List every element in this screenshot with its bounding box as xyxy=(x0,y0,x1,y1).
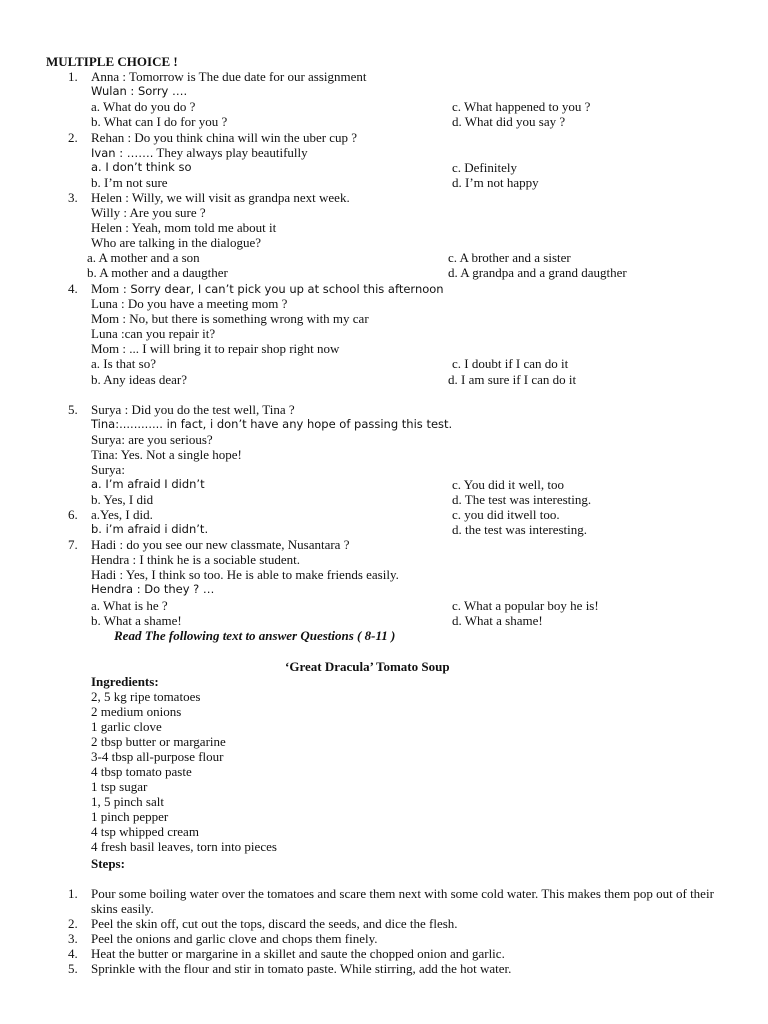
question-number: 1. xyxy=(68,69,78,84)
dialogue-speaker: Mom xyxy=(91,281,120,296)
dialogue-line xyxy=(91,145,308,161)
step-text: Sprinkle with the flour and stir in tomato paste. While stirring, add the hot water. xyxy=(91,961,512,976)
option-c: c. A brother and a sister xyxy=(448,250,571,265)
ingredient-item: 1 tsp sugar xyxy=(91,779,148,794)
option-c: c. I doubt if I can do it xyxy=(452,356,569,371)
option-b: b. What a shame! xyxy=(91,613,182,628)
dialogue-line: Wulan : Sorry …. xyxy=(91,84,188,98)
option-a: a. A mother and a son xyxy=(87,250,200,265)
ingredients-heading: Ingredients: xyxy=(91,674,159,689)
dialogue-line: Hadi : do you see our new classmate, Nusantara ? xyxy=(91,537,350,552)
dialogue-line: Hendra : Do they ? … xyxy=(91,582,215,596)
dialogue-line: Hendra : I think he is a sociable student. xyxy=(91,552,301,567)
option-d: d. I am sure if I can do it xyxy=(448,372,577,387)
ingredient-item: 2, 5 kg ripe tomatoes xyxy=(91,689,201,704)
steps-heading: Steps: xyxy=(91,856,125,871)
step-number: 4. xyxy=(68,946,78,961)
dialogue-line: Tina: Yes. Not a single hope! xyxy=(91,447,242,462)
dialogue-speaker: Ivan : ……. xyxy=(91,146,154,160)
dialogue-line: Mom : ... I will bring it to repair shop right now xyxy=(91,341,340,356)
dialogue-line: Luna : Do you have a meeting mom ? xyxy=(91,296,288,311)
step-text: Peel the skin off, cut out the tops, discard the seeds, and dice the flesh. xyxy=(91,916,458,931)
dialogue-line: Anna : Tomorrow is The due date for our assignment xyxy=(91,69,367,84)
dialogue-line: Surya: xyxy=(91,462,125,477)
step-number: 5. xyxy=(68,961,78,976)
option-c: c. What a popular boy he is! xyxy=(452,598,599,613)
option-a: a. What is he ? xyxy=(91,598,168,613)
step-text: Peel the onions and garlic clove and chops them finely. xyxy=(91,931,378,946)
dialogue-line: Helen : Yeah, mom told me about it xyxy=(91,220,277,235)
option-a: a.Yes, I did. xyxy=(91,507,153,522)
option-b: b. i’m afraid i didn’t. xyxy=(91,522,209,536)
dialogue-text: : Sorry dear, I can’t pick you up at school this afternoon xyxy=(119,282,444,296)
step-number: 2. xyxy=(68,916,78,931)
question-number: 6. xyxy=(68,507,78,522)
option-a: a. I’m afraid I didn’t xyxy=(91,477,205,491)
dialogue-line: Surya: are you serious? xyxy=(91,432,213,447)
section-heading: MULTIPLE CHOICE ! xyxy=(46,54,178,69)
dialogue-line: Rehan : Do you think china will win the uber cup ? xyxy=(91,130,358,145)
dialogue-line: Helen : Willy, we will visit as grandpa next week. xyxy=(91,190,350,205)
dialogue-line: Tina:............ in fact, i don’t have any hope of passing this test. xyxy=(91,417,453,431)
ingredient-item: 3-4 tbsp all-purpose flour xyxy=(91,749,224,764)
option-d: d. What a shame! xyxy=(452,613,543,628)
question-number: 3. xyxy=(68,190,78,205)
option-b: b. Yes, I did xyxy=(91,492,154,507)
dialogue-line: Mom : No, but there is something wrong with my car xyxy=(91,311,369,326)
option-a: a. Is that so? xyxy=(91,356,156,371)
dialogue-line: Luna :can you repair it? xyxy=(91,326,216,341)
option-c: c. Definitely xyxy=(452,160,517,175)
step-number: 3. xyxy=(68,931,78,946)
ingredient-item: 4 fresh basil leaves, torn into pieces xyxy=(91,839,277,854)
question-number: 4. xyxy=(68,281,78,296)
ingredient-item: 2 tbsp butter or margarine xyxy=(91,734,226,749)
ingredient-item: 2 medium onions xyxy=(91,704,182,719)
option-c: c. What happened to you ? xyxy=(452,99,591,114)
dialogue-line: Willy : Are you sure ? xyxy=(91,205,206,220)
option-a: a. What do you do ? xyxy=(91,99,196,114)
option-c: c. You did it well, too xyxy=(452,477,564,492)
ingredient-item: 1, 5 pinch salt xyxy=(91,794,164,809)
dialogue-text: They always play beautifully xyxy=(153,145,308,160)
option-b: b. Any ideas dear? xyxy=(91,372,188,387)
option-b: b. A mother and a daugther xyxy=(87,265,228,280)
question-prompt: Who are talking in the dialogue? xyxy=(91,235,262,250)
step-text: Pour some boiling water over the tomatoes and scare them next with some cold water. This makes them pop out of their skins easily. xyxy=(91,886,714,916)
option-b: b. I’m not sure xyxy=(91,175,168,190)
option-c: c. you did itwell too. xyxy=(452,507,560,522)
question-number: 5. xyxy=(68,402,78,417)
option-d: d. The test was interesting. xyxy=(452,492,592,507)
question-number: 2. xyxy=(68,130,78,145)
option-d: d. I’m not happy xyxy=(452,175,539,190)
ingredients-list xyxy=(91,689,277,854)
option-b: b. What can I do for you ? xyxy=(91,114,228,129)
dialogue-line: Surya : Did you do the test well, Tina ? xyxy=(91,402,295,417)
dialogue-line xyxy=(91,281,444,297)
ingredient-item: 1 garlic clove xyxy=(91,719,162,734)
option-d: d. A grandpa and a grand daugther xyxy=(448,265,627,280)
reading-instruction: Read The following text to answer Questions ( 8-11 ) xyxy=(114,628,396,643)
option-d: d. What did you say ? xyxy=(452,114,566,129)
option-d: d. the test was interesting. xyxy=(452,522,588,537)
ingredient-item: 4 tsp whipped cream xyxy=(91,824,199,839)
ingredient-item: 4 tbsp tomato paste xyxy=(91,764,192,779)
recipe-title: ‘Great Dracula’ Tomato Soup xyxy=(285,659,450,674)
dialogue-line: Hadi : Yes, I think so too. He is able to make friends easily. xyxy=(91,567,399,582)
step-number: 1. xyxy=(68,886,78,901)
ingredient-item: 1 pinch pepper xyxy=(91,809,169,824)
question-number: 7. xyxy=(68,537,78,552)
step-text: Heat the butter or margarine in a skillet and saute the chopped onion and garlic. xyxy=(91,946,505,961)
option-a: a. I don’t think so xyxy=(91,160,192,174)
